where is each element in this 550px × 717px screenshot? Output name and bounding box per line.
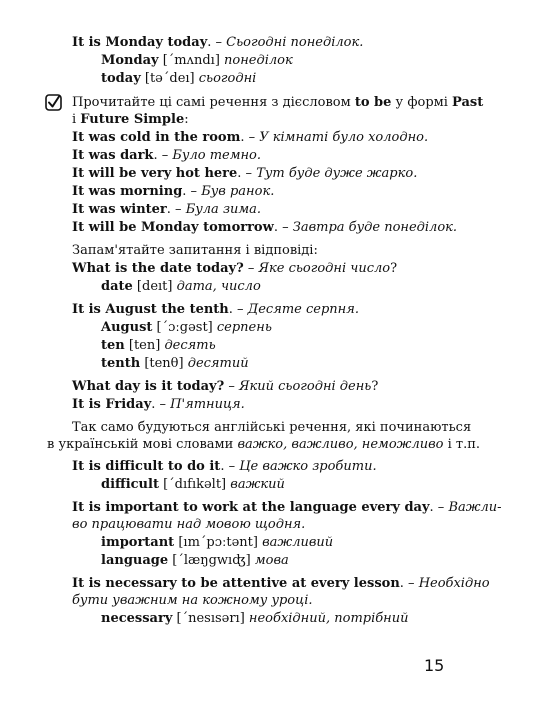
english-text: language [101, 553, 169, 568]
plain-text: в українській мові словами [47, 437, 238, 452]
translation-text: дата, число [176, 279, 261, 294]
english-text: It is important to work at the language every day [72, 500, 430, 515]
translation-text: сьогодні [198, 71, 257, 86]
text-line [72, 420, 471, 436]
text-line [101, 477, 285, 493]
english-text: It was cold in the room [72, 130, 241, 145]
text-line [72, 261, 397, 277]
english-text: tenth [101, 356, 141, 371]
english-text: to be [354, 95, 392, 110]
english-text: It was dark [72, 148, 154, 163]
english-text: What day is it today? [72, 379, 225, 394]
text-line [72, 459, 377, 475]
english-text: Future Simple [80, 112, 185, 127]
plain-text: . – [151, 397, 171, 412]
english-text: Monday [101, 53, 159, 68]
text-line [72, 130, 428, 146]
plain-text: – [243, 261, 259, 276]
text-line [72, 576, 490, 592]
text-line [72, 220, 457, 236]
text-line [72, 112, 189, 128]
text-line [101, 320, 272, 336]
translation-text: понеділок [224, 53, 293, 68]
plain-text: [ˊmʌndı] [158, 53, 225, 68]
english-text: Past [452, 95, 484, 110]
plain-text: [ˊnesısərı] [172, 611, 249, 626]
translation-text: У кімнаті було холодно. [259, 130, 429, 145]
plain-text: . – [228, 302, 248, 317]
text-line [72, 184, 274, 200]
english-text: It is Monday today [72, 35, 208, 50]
plain-text: . – [220, 459, 240, 474]
plain-text: [ˊlæŋgwıʤ] [168, 553, 255, 568]
translation-text: Тут буде дуже жарко. [256, 166, 418, 181]
text-line [101, 279, 261, 295]
translation-text: необхідний, потрібний [248, 611, 409, 626]
english-text: date [101, 279, 133, 294]
plain-text: . – [399, 576, 419, 591]
text-line [72, 95, 483, 111]
text-line [101, 338, 216, 354]
text-line [101, 71, 256, 87]
plain-text: ? [390, 261, 398, 276]
plain-text: у формі [391, 95, 453, 110]
text-line [72, 517, 305, 533]
text-line [72, 593, 313, 609]
translation-text: Який сьогодні день [238, 379, 372, 394]
text-line [72, 35, 363, 51]
plain-text: . – [273, 220, 293, 235]
english-text: It is necessary to be attentive at every lesson [72, 576, 400, 591]
plain-text: [ten] [124, 338, 165, 353]
english-text: It is difficult to do it [72, 459, 221, 474]
text-line [72, 166, 417, 182]
english-text: It will be very hot here [72, 166, 238, 181]
text-line [101, 53, 293, 69]
translation-text: бути уважним на кожному уроці. [72, 593, 313, 608]
text-line [72, 202, 261, 218]
translation-text: Важли- [448, 500, 502, 515]
text-line [101, 553, 289, 569]
translation-text: Була зима. [185, 202, 262, 217]
text-line [72, 379, 378, 395]
english-text: It is Friday [72, 397, 152, 412]
translation-text: Необхідно [418, 576, 490, 591]
english-text: August [101, 320, 153, 335]
plain-text: [ˊɔːgəst] [152, 320, 217, 335]
english-text: It was winter [72, 202, 167, 217]
text-line [101, 535, 333, 551]
plain-text: [ˊdıfıkəlt] [158, 477, 231, 492]
plain-text: [ımˊpɔːtənt] [174, 535, 263, 550]
english-text: It was morning [72, 184, 183, 199]
translation-text: десятий [187, 356, 249, 371]
translation-text: Сьогодні понеділок. [226, 35, 364, 50]
text-line [101, 611, 409, 627]
plain-text: . – [237, 166, 257, 181]
english-text: ten [101, 338, 125, 353]
checkbox-check-icon [45, 94, 62, 111]
english-text: important [101, 535, 175, 550]
translation-text: серпень [216, 320, 272, 335]
plain-text: Так само будуються англійські речення, які починаються [72, 420, 472, 435]
text-line [72, 243, 318, 259]
plain-text: . – [207, 35, 227, 50]
english-text: It will be Monday tomorrow [72, 220, 274, 235]
plain-text: [deıt] [132, 279, 177, 294]
translation-text: важливий [262, 535, 334, 550]
text-line [72, 148, 261, 164]
translation-text: мова [254, 553, 289, 568]
english-text: today [101, 71, 141, 86]
translation-text: П'ятниця. [170, 397, 245, 412]
english-text: necessary [101, 611, 173, 626]
english-text: difficult [101, 477, 159, 492]
text-line [72, 397, 245, 413]
plain-text: . – [153, 148, 173, 163]
translation-text: Десяте серпня. [247, 302, 359, 317]
translation-text: Це важко зробити. [239, 459, 377, 474]
english-text: It is August the tenth [72, 302, 229, 317]
translation-text: важкий [230, 477, 285, 492]
translation-text: десять [164, 338, 216, 353]
text-line [72, 302, 359, 318]
plain-text: . – [166, 202, 186, 217]
plain-text: – [224, 379, 239, 394]
text-line [72, 500, 502, 516]
translation-text: Було темно. [172, 148, 262, 163]
plain-text: : [184, 112, 189, 127]
text-line [47, 437, 480, 453]
plain-text: . – [182, 184, 202, 199]
translation-text: Яке сьогодні число [258, 261, 391, 276]
text-line [101, 356, 249, 372]
translation-text: во працювати над мовою щодня. [72, 517, 306, 532]
plain-text: Запам'ятайте запитання і відповіді: [72, 243, 318, 258]
plain-text: ? [371, 379, 379, 394]
page-number: 15 [424, 656, 445, 675]
translation-text: важко, важливо, неможливо [237, 437, 444, 452]
plain-text: . – [429, 500, 449, 515]
translation-text: Був ранок. [201, 184, 275, 199]
plain-text: . – [240, 130, 260, 145]
plain-text: і т.п. [443, 437, 481, 452]
plain-text: [tenθ] [140, 356, 188, 371]
plain-text: [təˊdeı] [140, 71, 199, 86]
plain-text: Прочитайте ці самі речення з дієсловом [72, 95, 355, 110]
english-text: What is the date today? [72, 261, 244, 276]
translation-text: Завтра буде понеділок. [292, 220, 458, 235]
plain-text: і [72, 112, 81, 127]
